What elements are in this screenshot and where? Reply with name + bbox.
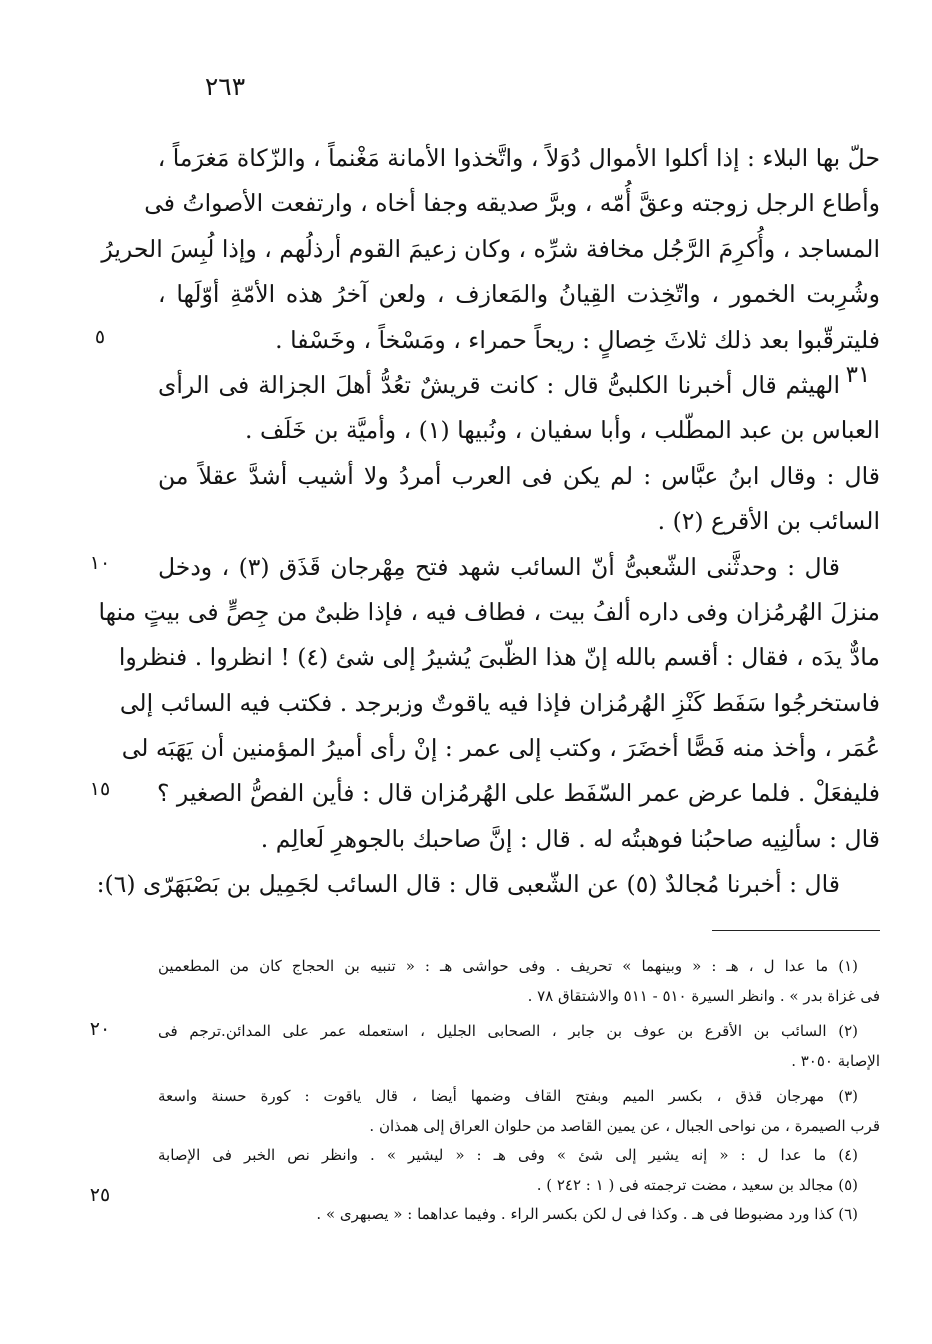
entry-number: ٣١	[845, 362, 871, 388]
line-number-10: ١٠	[89, 552, 111, 574]
line-number-20: ٢٠	[89, 1018, 111, 1040]
page-number: ٢٦٣	[204, 72, 246, 101]
text-line: فليفعَلْ . فلما عرض عمر السّفَط على الهُرمُزان قال : فأين الفصُّ الصغير ؟	[156, 779, 880, 808]
text-line: قال : أخبرنا مُجالدٌ (٥) عن الشّعبى قال : قال السائب لجَمِيل بن بَصْبَهَرّى (٦):	[96, 870, 840, 899]
text-line: وشُرِبت الخمور ، واتّخِذت القِيانُ والمَعازف ، ولعن آخرُ هذه الأمّةِ أوّلَها ،	[158, 280, 880, 309]
footnote-separator	[712, 930, 880, 931]
line-number-5: ٥	[94, 326, 106, 348]
footnote-line: فى غزاة بدر » . وانظر السيرة ٥١٠ - ٥١١ والاشتقاق ٧٨ .	[527, 986, 880, 1005]
text-line: حلّ بها البلاء : إذا أكلوا الأموال دُوَلاً ، واتَّخذوا الأمانة مَغْنماً ، والزّكاة مَغرَماً ،	[157, 144, 880, 172]
footnote-line: (٣) مهرجان قذق ، بكسر الميم وبفتح القاف وضمها أيضا ، قال ياقوت : كورة حسنة واسعة	[158, 1087, 858, 1105]
footnote-line: قرب الصيمرة ، من نواحى الجبال ، عن يمين القاصد من حلوان العراق إلى همذان .	[369, 1116, 880, 1135]
footnote-line: (٦) كذا ورد مضبوطا فى هـ . وكذا فى ل لكن بكسر الراء . وفيما عداهما : « يصبهرى » .	[316, 1205, 858, 1223]
text-line: منزلَ الهُرمُزان وفى داره ألفُ بيت ، فطاف فيه ، فإذا ظبىٌ من جِصٍّ فى بيتٍ منها	[98, 597, 880, 626]
footnote-line: (٥) مجالد بن سعيد ، مضت ترجمته فى ( ١ : ٢٤٢ ) .	[536, 1175, 858, 1194]
text-line: مادٌّ يدَه ، فقال : أقسم بالله إنّ هذا الظّبىَ يُشيرُ إلى شئ (٤) ! انظروا . فنظروا	[118, 643, 880, 672]
line-number-15: ١٥	[89, 778, 111, 800]
text-line: السائب بن الأقرع (٢) .	[657, 507, 880, 536]
text-line: الهيثم قال أخبرنا الكلبىُّ قال : كانت قريشٌ تعُدُّ أهلَ الجزالة فى الرأى	[158, 370, 840, 399]
footnote-line: الإصابة ٣٠٥٠ .	[791, 1051, 880, 1070]
line-number-25: ٢٥	[89, 1184, 111, 1206]
text-line: وأطاع الرجل زوجته وعقَّ أُمّه ، وبرَّ صديقه وجفا أخاه ، وارتفعت الأصواتُ فى	[144, 189, 880, 218]
text-line: فاستخرجُوا سَفَط كَنْزِ الهُرمُزان فإذا فيه ياقوتٌ وزبرجد . فكتب فيه السائب إلى	[119, 688, 880, 717]
footnote-line: (٤) ما عدا ل : « إنه يشير إلى شئ » وفى هـ : « ليشير » . وانظر نص الخبر فى الإصابة	[158, 1146, 858, 1164]
text-line: المساجد ، وأُكرِمَ الرَّجُل مخافة شرِّه ، وكان زعيمَ القوم أرذلُهم ، وإذا لُبِسَ الحريرُ	[101, 234, 880, 263]
footnotes	[158, 952, 880, 1230]
footnote-line: (١) ما عدا ل ، هـ : « وبينهما » تحريف . وفى حواشى هـ : « تنبيه بن الحجاج كان من المطعمين	[158, 957, 858, 975]
text-line: عُمَر ، وأخذ منه فَصًّا أخضَرَ ، وكتب إلى عمر : إنْ رأى أميرُ المؤمنين أن يَهَبَه لى	[121, 734, 880, 763]
text-line: فليترقّبوا بعد ذلك ثلاثَ خِصالٍ : ريحاً حمراء ، ومَسْخاً ، وخَسْفا .	[275, 325, 880, 354]
footnote-line: (٢) السائب بن الأقرع بن عوف بن جابر ، الصحابى الجليل ، استعمله عمر على المدائن.ترجم فى	[158, 1022, 858, 1040]
text-line: قال : وقال ابنُ عبَّاس : لم يكن فى العرب أمردُ ولا أشيب أشدَّ عقلاً من	[158, 461, 880, 490]
text-line: قال : وحدثَّنى الشّعبىُّ أنّ السائب شهد فتح مِهْرجان قَذَق (٣) ، ودخل	[158, 552, 840, 581]
text-line: العباس بن عبد المطّلب ، وأبا سفيان ، ونُبيها (١) ، وأميَّة بن خَلَف .	[245, 416, 880, 445]
text-line: قال : سألنِيه صاحبُنا فوهبتُه له . قال : إنَّ صاحبك بالجوهرِ لَعالِم .	[260, 824, 880, 853]
